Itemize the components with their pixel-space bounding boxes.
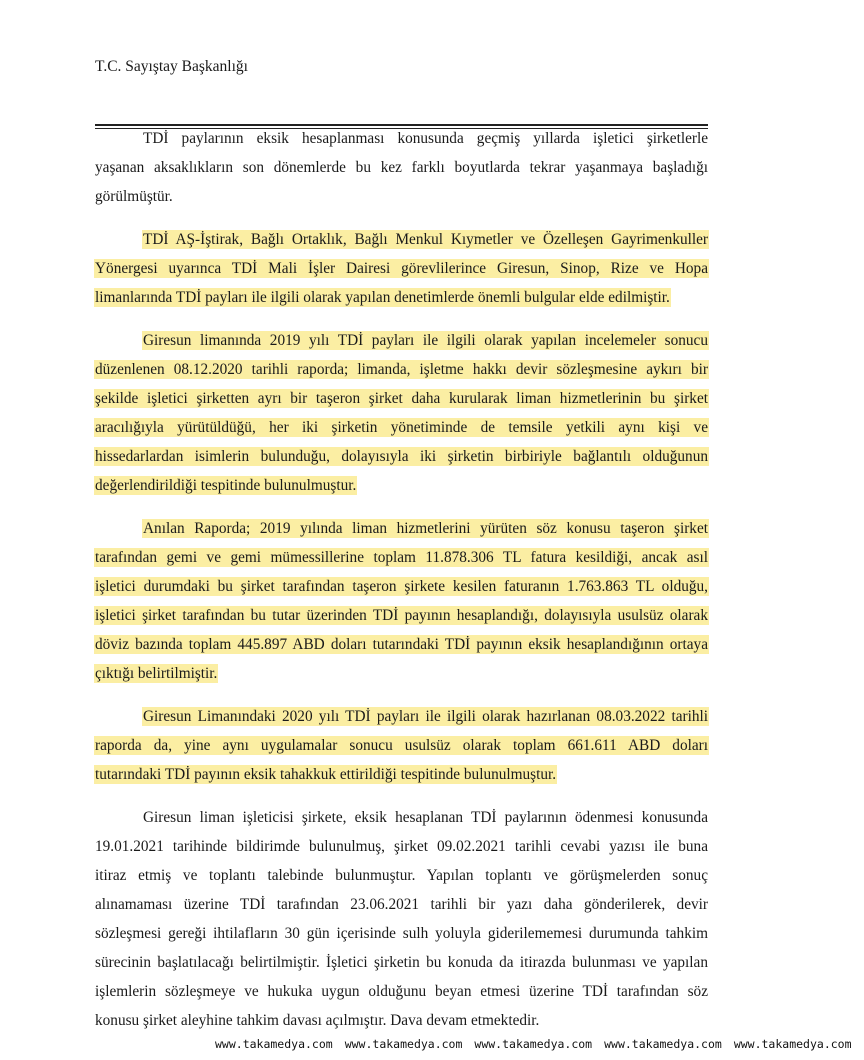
paragraph-line [95,832,708,861]
paragraph [95,124,708,211]
line-text: TDİ paylarının eksik hesaplanması konusunda geçmiş yıllarda işletici şirketlerle [143,130,708,147]
paragraph-line [95,225,708,254]
paragraph-line [95,124,708,153]
paragraph-line [95,326,708,355]
paragraph [95,702,708,789]
paragraph [95,225,708,312]
paragraph [95,326,708,500]
line-text: işletici şirket tarafından bu tutar üzerinden TDİ payının hesaplandığı, dolayısıyla usulsüz olarak [95,607,708,624]
paragraph-line [95,514,708,543]
line-text: işlemlerin sözleşmeye ve hukuka uygun olduğunu beyan etmesi üzerine TDİ tarafından söz [95,983,708,1000]
paragraph-line [95,919,708,948]
line-text: limanlarında TDİ payları ile ilgili olarak yapılan denetimlerde önemli bulgular elde edilmiştir. [95,289,670,306]
line-text: görülmüştür. [95,188,173,205]
footer-watermark [215,1037,864,1051]
watermark-text: www.takamedya.com [474,1037,593,1051]
line-text: alınamaması üzerine TDİ tarafından 23.06.2021 tarihli bir yazı daha gönderilerek, devir [95,896,708,913]
watermark-text: www.takamedya.com [344,1037,463,1051]
line-text: hissedarlardan isimlerin bulunduğu, dolayısıyla iki şirketin birbiriyle bağlantılı olduğunun [95,448,708,465]
paragraph-line [95,355,708,384]
line-text: çıktığı belirtilmiştir. [95,665,218,682]
line-text: düzenlenen 08.12.2020 tarihli raporda; limanda, işletme hakkı devir sözleşmesine aykırı bir [95,361,708,378]
paragraph-line [95,760,708,789]
paragraph-line [95,948,708,977]
line-text: raporda da, yine aynı uygulamalar sonucu usulsüz olarak toplam 661.611 ABD doları [95,737,708,754]
paragraph-line [95,890,708,919]
paragraph-line [95,601,708,630]
line-text: aracılığıyla yürütüldüğü, her iki şirketin yönetiminde de temsile yetkili aynı kişi ve [95,419,708,436]
paragraph-line [95,543,708,572]
line-text: Giresun limanında 2019 yılı TDİ payları ile ilgili olarak yapılan incelemeler sonucu [143,332,708,349]
line-text: sürecinin başlatılacağı belirtilmiştir. İşletici şirketin bu konuda da itirazda bulunması ve yapılan [95,954,708,971]
line-text: işletici durumdaki bu şirket tarafından taşeron şirkete kesilen faturanın 1.763.863 TL olduğu, [95,578,708,595]
document-body [95,124,708,1035]
line-text: tutarındaki TDİ payının eksik tahakkuk ettirildiği tespitinde bulunulmuştur. [95,766,557,783]
paragraph-line [95,630,708,659]
line-text: Anılan Raporda; 2019 yılında liman hizmetlerini yürüten söz konusu taşeron şirket [143,520,708,537]
line-text: TDİ AŞ-İştirak, Bağlı Ortaklık, Bağlı Menkul Kıymetler ve Özelleşen Gayrimenkuller [143,231,708,248]
paragraph-line [95,659,708,688]
line-text: Yönergesi uyarınca TDİ Mali İşler Dairesi görevlilerince Giresun, Sinop, Rize ve Hopa [95,260,708,277]
paragraph-line [95,803,708,832]
paragraph-line [95,1006,708,1035]
line-text: şekilde işletici şirketten ayrı bir taşeron şirket daha kurularak liman hizmetlerinin bu şirket [95,390,708,407]
paragraph-line [95,153,708,182]
paragraph-line [95,572,708,601]
line-text: tarafından gemi ve gemi mümessillerine toplam 11.878.306 TL fatura kesildiği, ancak asıl [95,549,708,566]
paragraph [95,514,708,688]
line-text: değerlendirildiği tespitinde bulunulmuştur. [95,477,357,494]
line-text: konusu şirket aleyhine tahkim davası açılmıştır. Dava devam etmektedir. [95,1012,540,1029]
paragraph-line [95,254,708,283]
paragraph-line [95,182,708,211]
paragraph-line [95,977,708,1006]
line-text: itiraz etmiş ve toplantı talebinde bulunmuştur. Yapılan toplantı ve görüşmelerden sonuç [95,867,708,884]
line-text: sözleşmesi gereği ihtilafların 30 gün içerisinde sulh yoluyla giderilememesi durumunda tahkim [95,925,708,942]
paragraph [95,803,708,1035]
paragraph-line [95,384,708,413]
line-text: Giresun Limanındaki 2020 yılı TDİ payları ile ilgili olarak hazırlanan 08.03.2022 tarihli [143,708,708,725]
watermark-text: www.takamedya.com [604,1037,722,1051]
paragraph-line [95,702,708,731]
line-text: yaşanan aksaklıkların son dönemlerde bu kez farklı boyutlarda tekrar yaşanmaya başladığı [95,159,708,176]
line-text: 19.01.2021 tarihinde bildirimde bulunulmuş, şirket 09.02.2021 tarihli cevabi yazısı ile buna [95,838,708,855]
line-text: Giresun liman işleticisi şirkete, eksik hesaplanan TDİ paylarının ödenmesi konusunda [143,809,708,826]
page-header-title: T.C. Sayıştay Başkanlığı [95,58,248,75]
paragraph-line [95,731,708,760]
paragraph-line [95,471,708,500]
paragraph-line [95,283,708,312]
watermark-text: www.takamedya.com [215,1037,333,1051]
paragraph-line [95,442,708,471]
watermark-text: www.takamedya.com [733,1037,852,1051]
line-text: döviz bazında toplam 445.897 ABD doları tutarındaki TDİ payının eksik hesaplandığının ortaya [95,636,708,653]
paragraph-line [95,861,708,890]
paragraph-line [95,413,708,442]
